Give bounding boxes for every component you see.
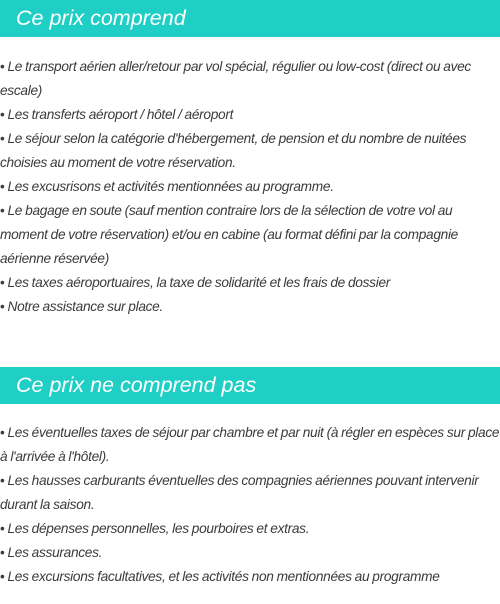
bullet-icon: • bbox=[0, 59, 5, 74]
bullet-icon: • bbox=[0, 131, 5, 146]
bullet-icon: • bbox=[0, 203, 5, 218]
list-item bbox=[0, 565, 500, 589]
list-item-text: Les taxes aéroportuaires, la taxe de solidarité et les frais de dossier bbox=[7, 275, 391, 290]
list-item bbox=[0, 271, 500, 295]
list-item bbox=[0, 295, 500, 319]
list-item bbox=[0, 199, 500, 271]
list-item-text: Les éventuelles taxes de séjour par chambre et par nuit (à régler en espèces sur place à l'arrivée à l'hôtel). bbox=[0, 425, 500, 464]
bullet-icon: • bbox=[0, 275, 5, 290]
list-item-text: Les assurances. bbox=[7, 545, 103, 560]
list-item-text: Le séjour selon la catégorie d'hébergement, de pension et du nombre de nuitées choisies au moment de votre réservation. bbox=[0, 131, 467, 170]
list-item bbox=[0, 421, 500, 469]
bullet-icon: • bbox=[0, 179, 5, 194]
list-item bbox=[0, 175, 500, 199]
price-includes-title: Ce prix comprend bbox=[16, 6, 186, 30]
list-item-text: Le transport aérien aller/retour par vol spécial, régulier ou low-cost (direct ou avec escale) bbox=[0, 59, 471, 98]
bullet-icon: • bbox=[0, 473, 5, 488]
bullet-icon: • bbox=[0, 521, 5, 536]
list-item bbox=[0, 469, 500, 517]
list-item bbox=[0, 103, 500, 127]
price-includes-list bbox=[0, 55, 500, 319]
price-includes-header bbox=[0, 0, 500, 37]
list-item-text: Notre assistance sur place. bbox=[7, 299, 163, 314]
list-item-text: Les excursions facultatives, et les activités non mentionnées au programme bbox=[7, 569, 440, 584]
bullet-icon: • bbox=[0, 425, 5, 440]
list-item bbox=[0, 541, 500, 565]
price-excludes-title: Ce prix ne comprend pas bbox=[16, 373, 257, 397]
list-item bbox=[0, 517, 500, 541]
bullet-icon: • bbox=[0, 107, 5, 122]
list-item-text: Les dépenses personnelles, les pourboires et extras. bbox=[7, 521, 310, 536]
list-item-text: Le bagage en soute (sauf mention contraire lors de la sélection de votre vol au moment de votre réservation) et/ou en cabine (au format défini par la compagnie aérienne réservée) bbox=[0, 203, 458, 266]
bullet-icon: • bbox=[0, 299, 5, 314]
list-item bbox=[0, 127, 500, 175]
list-item-text: Les transferts aéroport / hôtel / aéroport bbox=[7, 107, 234, 122]
list-item-text: Les excusrisons et activités mentionnées au programme. bbox=[7, 179, 334, 194]
bullet-icon: • bbox=[0, 545, 5, 560]
price-excludes-list bbox=[0, 421, 500, 589]
price-excludes-section bbox=[0, 367, 500, 589]
price-excludes-header bbox=[0, 367, 500, 404]
bullet-icon: • bbox=[0, 569, 5, 584]
list-item-text: Les hausses carburants éventuelles des compagnies aériennes pouvant intervenir durant la saison. bbox=[0, 473, 479, 512]
list-item bbox=[0, 55, 500, 103]
